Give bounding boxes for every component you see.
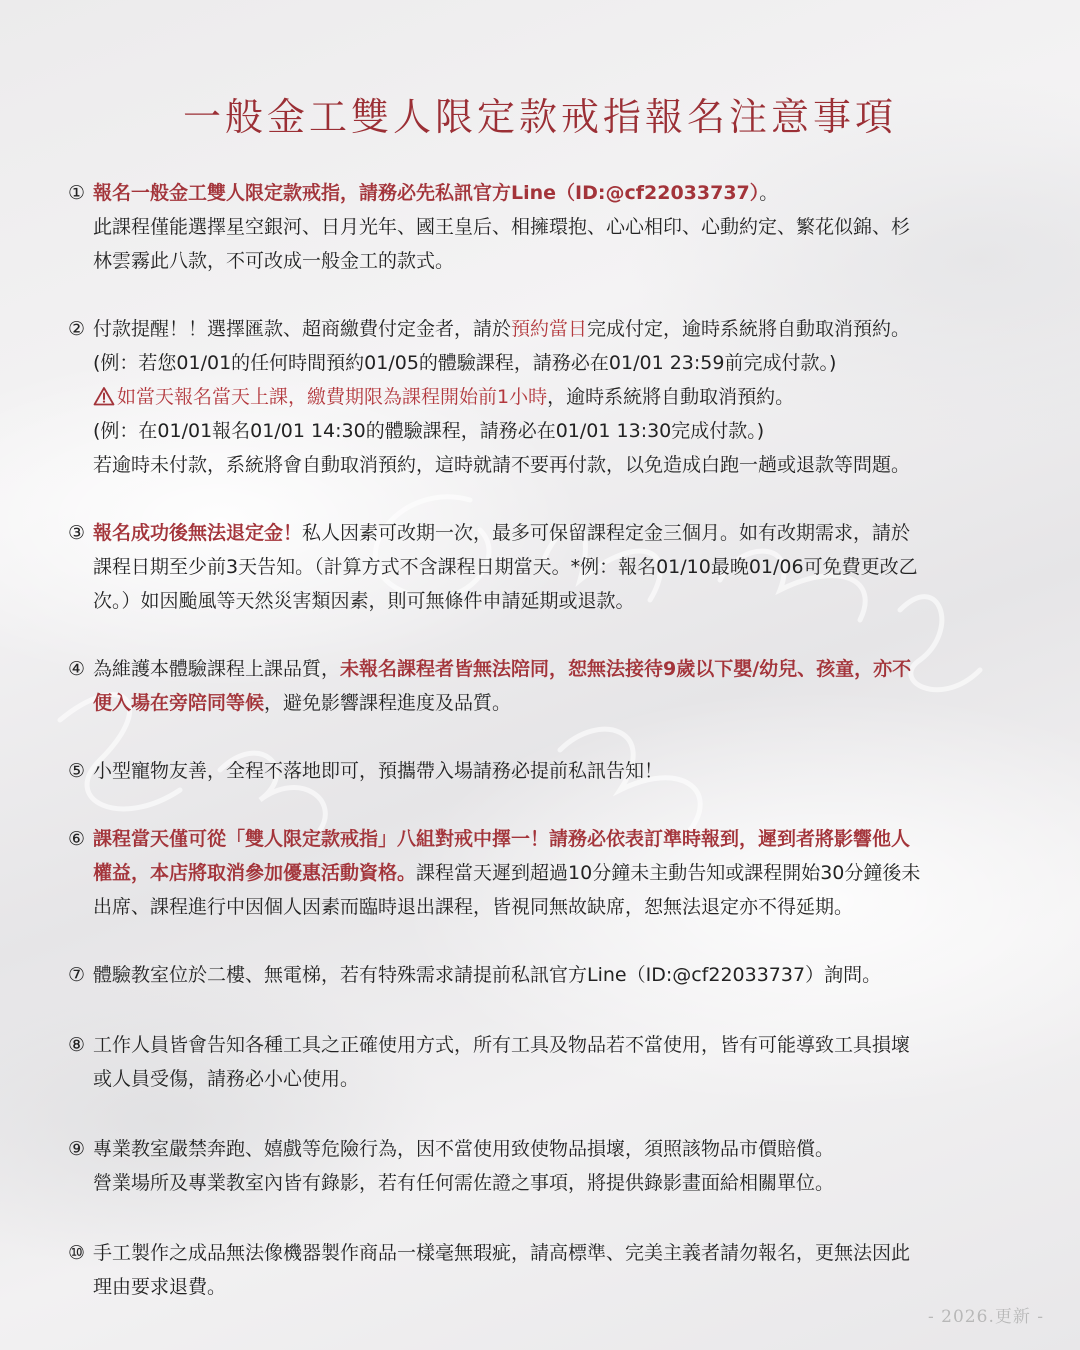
highlight-text: 報名成功後無法退定金！ — [93, 522, 303, 544]
item-line — [93, 754, 1013, 788]
body-text: 。 — [759, 182, 779, 204]
body-text: 課程日期至少前3天告知。（計算方式不含課程日期當天。*例：報名01/10最晚01/06可免費更改乙 — [93, 556, 918, 578]
highlight-text: 便入場在旁陪同等候 — [93, 692, 265, 714]
notice-item — [68, 652, 1013, 720]
notice-item — [68, 1028, 1013, 1096]
item-line — [93, 346, 1013, 380]
item-number: ⑤ — [68, 760, 86, 782]
body-text: 理由要求退費。 — [93, 1276, 227, 1298]
item-number: ⑧ — [68, 1034, 86, 1056]
notice-item — [68, 958, 1013, 992]
body-text: 若逾時未付款，系統將會自動取消預約，這時就請不要再付款，以免造成白跑一趟或退款等問題。 — [93, 454, 911, 476]
item-line — [93, 244, 1013, 278]
page-title: 一般金工雙人限定款戒指報名注意事項 — [182, 95, 897, 139]
highlight-text: 如當天報名當天上課，繳費期限為課程開始前1小時 — [117, 386, 548, 408]
body-text: 課程當天遲到超過10分鐘未主動告知或課程開始30分鐘後未 — [416, 862, 921, 884]
item-line — [93, 380, 1013, 414]
warning-triangle-icon — [93, 386, 115, 406]
body-text: 體驗教室位於二樓、無電梯，若有特殊需求請提前私訊官方Line（ID:@cf22033737）詢問。 — [93, 964, 882, 986]
item-number: ① — [68, 182, 86, 204]
item-line — [93, 312, 1013, 346]
body-text: 手工製作之成品無法像機器製作商品一樣毫無瑕疵，請高標準、完美主義者請勿報名，更無法因此 — [93, 1242, 911, 1264]
item-line — [93, 584, 1013, 618]
notice-item — [68, 754, 1013, 788]
item-number: ③ — [68, 522, 86, 544]
item-line — [93, 1270, 1013, 1304]
item-line — [93, 856, 1013, 890]
body-text: 為維護本體驗課程上課品質， — [93, 658, 341, 680]
body-text: 專業教室嚴禁奔跑、嬉戲等危險行為，因不當使用致使物品損壞，須照該物品市價賠償。 — [93, 1138, 835, 1160]
item-line — [93, 1236, 1013, 1270]
item-line — [93, 822, 1013, 856]
body-text: 林雲霧此八款，不可改成一般金工的款式。 — [93, 250, 455, 272]
notice-list — [68, 176, 1013, 1304]
item-line — [93, 686, 1013, 720]
item-line — [93, 414, 1013, 448]
body-text: 營業場所及專業教室內皆有錄影，若有任何需佐證之事項，將提供錄影畫面給相關單位。 — [93, 1172, 835, 1194]
highlight-text: 報名一般金工雙人限定款戒指，請務必先私訊官方Line（ID:@cf22033737） — [93, 182, 760, 204]
notice-item — [68, 312, 1013, 482]
item-line — [93, 652, 1013, 686]
notice-item — [68, 1132, 1013, 1200]
body-text: 完成付定，逾時系統將自動取消預約。 — [587, 318, 911, 340]
body-text: ，避免影響課程進度及品質。 — [264, 692, 512, 714]
highlight-text: 未報名課程者皆無法陪同，恕無法接待9歲以下嬰/幼兒、孩童，亦不 — [340, 658, 912, 680]
body-text: 私人因素可改期一次，最多可保留課程定金三個月。如有改期需求，請於 — [302, 522, 911, 544]
body-text: 或人員受傷，請務必小心使用。 — [93, 1068, 360, 1090]
body-text: (例：若您01/01的任何時間預約01/05的體驗課程，請務必在01/01 23:59前完成付款。) — [93, 352, 837, 374]
update-note: - 2026.更新 - — [928, 1307, 1044, 1327]
item-line — [93, 890, 1013, 924]
item-number: ⑦ — [68, 964, 86, 986]
highlight-text: 課程當天僅可從「雙人限定款戒指」八組對戒中擇一！請務必依表訂準時報到，遲到者將影響他人 — [93, 828, 911, 850]
item-line — [93, 1132, 1013, 1166]
notice-item — [68, 516, 1013, 618]
item-line — [93, 516, 1013, 550]
body-text: 小型寵物友善，全程不落地即可，預攜帶入場請務必提前私訊告知！ — [93, 760, 664, 782]
notice-item — [68, 176, 1013, 278]
item-line — [93, 176, 1013, 210]
item-number: ② — [68, 318, 86, 340]
body-text: 工作人員皆會告知各種工具之正確使用方式，所有工具及物品若不當使用，皆有可能導致工具損壞 — [93, 1034, 911, 1056]
body-text: 出席、課程進行中因個人因素而臨時退出課程，皆視同無故缺席，恕無法退定亦不得延期。 — [93, 896, 854, 918]
item-line — [93, 448, 1013, 482]
item-line — [93, 1166, 1013, 1200]
item-number: ⑩ — [68, 1242, 86, 1264]
body-text: (例：在01/01報名01/01 14:30的體驗課程，請務必在01/01 13:30完成付款。) — [93, 420, 765, 442]
body-text: 次。）如因颱風等天然災害類因素，則可無條件申請延期或退款。 — [93, 590, 635, 612]
item-number: ④ — [68, 658, 86, 680]
body-text: 付款提醒！！選擇匯款、超商繳費付定金者，請於 — [93, 318, 512, 340]
item-line — [93, 1062, 1013, 1096]
item-line — [93, 958, 1013, 992]
item-number: ⑥ — [68, 828, 86, 850]
body-text: ，逾時系統將自動取消預約。 — [547, 386, 795, 408]
notice-item — [68, 822, 1013, 924]
item-line — [93, 550, 1013, 584]
highlight-text: 權益，本店將取消參加優惠活動資格。 — [93, 862, 417, 884]
item-line — [93, 1028, 1013, 1062]
highlight-text: 預約當日 — [511, 318, 588, 340]
notice-item — [68, 1236, 1013, 1304]
body-text: 此課程僅能選擇星空銀河、日月光年、國王皇后、相擁環抱、心心相印、心動約定、繁花似錦、杉 — [93, 216, 911, 238]
item-number: ⑨ — [68, 1138, 86, 1160]
item-line — [93, 210, 1013, 244]
